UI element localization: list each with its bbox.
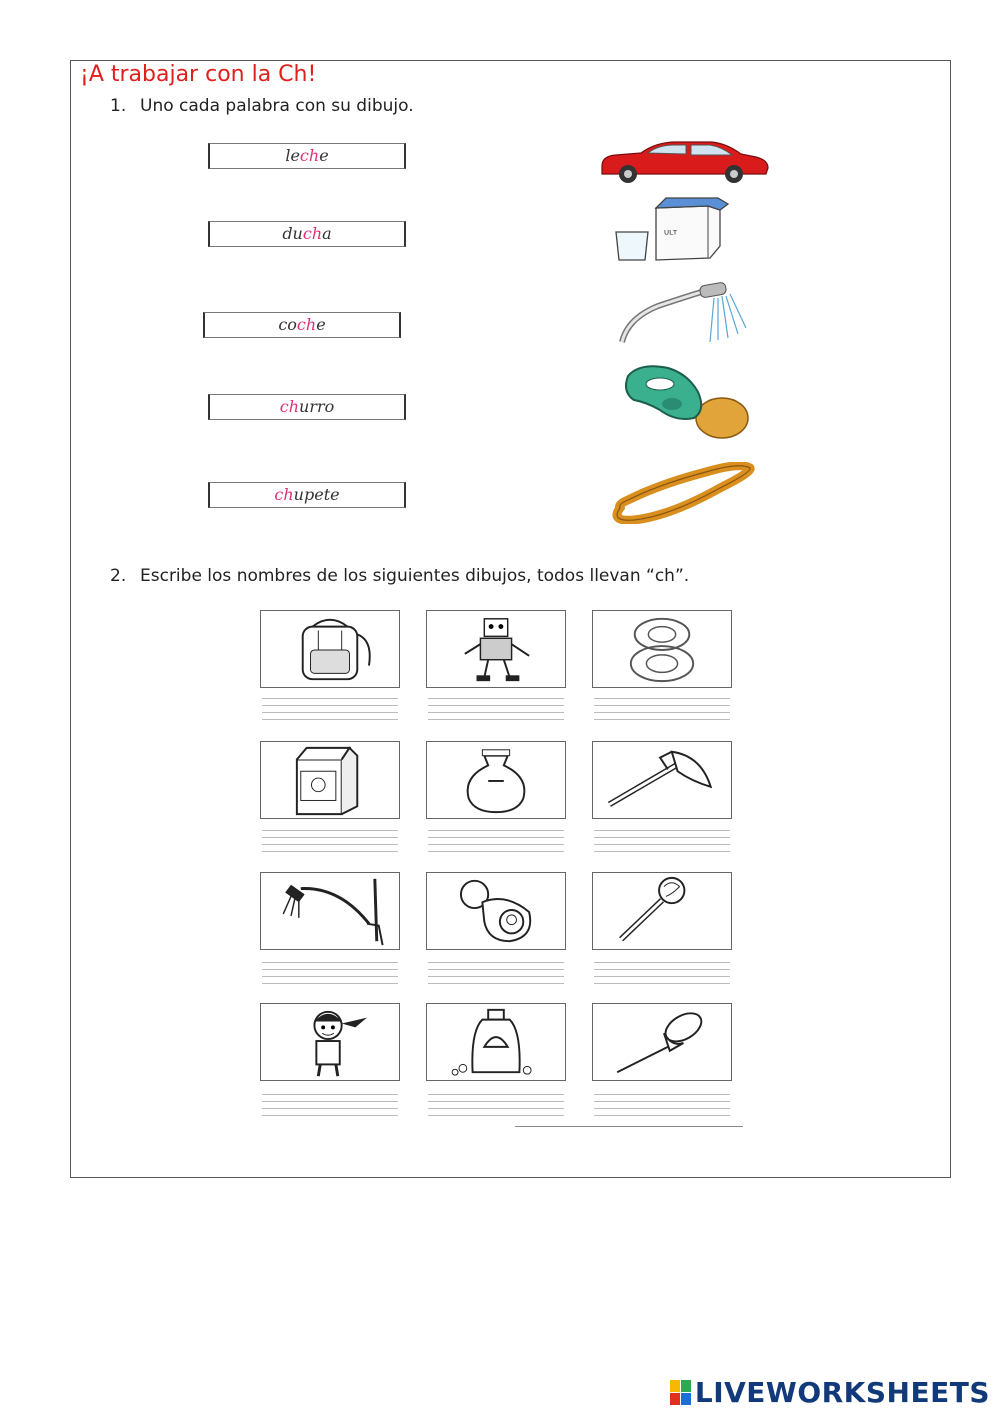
writing-lines[interactable] (428, 698, 564, 728)
instruction-2-number: 2. (110, 566, 127, 586)
picture-cell-axe (592, 741, 732, 819)
pacifier-icon (427, 873, 565, 949)
picture-cell-piggy-bank (426, 741, 566, 819)
picture-cell-shampoo (426, 1003, 566, 1081)
pacifier-icon[interactable] (620, 362, 755, 440)
page-title: ¡A trabajar con la Ch! (80, 62, 317, 87)
picture-cell-backpack (260, 610, 400, 688)
svg-text:ᵁᴸᵀ: ᵁᴸᵀ (664, 228, 678, 241)
shampoo-icon (427, 1004, 565, 1080)
writing-lines[interactable] (428, 1094, 564, 1124)
word-ch: ch (279, 397, 300, 416)
lollipop-icon (593, 873, 731, 949)
word-part: e (316, 315, 326, 334)
writing-lines[interactable] (594, 830, 730, 860)
piggy-bank-icon (427, 742, 565, 818)
signature-line (515, 1126, 743, 1127)
milk-carton-icon[interactable] (610, 196, 735, 264)
instruction-1-text: Uno cada palabra con su dibujo. (140, 96, 414, 116)
brand-logo (670, 1376, 990, 1409)
robot-icon (427, 611, 565, 687)
picture-cell-boy (260, 1003, 400, 1081)
word-part: le (285, 146, 300, 165)
writing-lines[interactable] (594, 1094, 730, 1124)
word-part: co (278, 315, 297, 334)
picture-cell-robot (426, 610, 566, 688)
writing-lines[interactable] (262, 1094, 398, 1124)
writing-lines[interactable] (262, 962, 398, 992)
boy-icon (261, 1004, 399, 1080)
word-part: a (322, 224, 332, 243)
milk-carton-icon (261, 742, 399, 818)
writing-lines[interactable] (594, 698, 730, 728)
word-part: e (319, 146, 329, 165)
writing-lines[interactable] (428, 962, 564, 992)
writing-lines[interactable] (262, 830, 398, 860)
picture-cell-thumbtack (592, 1003, 732, 1081)
backpack-icon (261, 611, 399, 687)
word-ch: ch (274, 485, 294, 504)
picture-cell-lollipop (592, 872, 732, 950)
word-part: urro (299, 397, 335, 416)
word-part: du (282, 224, 303, 243)
instruction-2-text: Escribe los nombres de los siguientes dibujos, todos llevan “ch”. (140, 566, 690, 586)
instruction-1 (110, 96, 414, 116)
eight-icon (593, 611, 731, 687)
word-box-leche[interactable] (208, 143, 406, 169)
picture-cell-milk (260, 741, 400, 819)
axe-icon (593, 742, 731, 818)
word-box-churro[interactable] (208, 394, 406, 420)
writing-lines[interactable] (262, 698, 398, 728)
brand-name: LIVEWORKSHEETS (694, 1376, 990, 1409)
word-ch: ch (299, 146, 320, 165)
picture-cell-eight (592, 610, 732, 688)
car-icon[interactable] (596, 138, 771, 184)
thumbtack-icon (593, 1004, 731, 1080)
instruction-2 (110, 566, 689, 586)
word-box-coche[interactable] (203, 312, 401, 338)
brand-logo-icon (670, 1380, 691, 1405)
word-ch: ch (296, 315, 317, 334)
instruction-1-number: 1. (110, 96, 127, 116)
word-ch: ch (302, 224, 323, 243)
picture-cell-shower (260, 872, 400, 950)
word-box-ducha[interactable] (208, 221, 406, 247)
shower-icon[interactable] (618, 278, 753, 346)
churro-icon[interactable] (610, 462, 758, 524)
shower-icon (261, 873, 399, 949)
picture-cell-pacifier (426, 872, 566, 950)
word-part: upete (293, 485, 340, 504)
writing-lines[interactable] (594, 962, 730, 992)
writing-lines[interactable] (428, 830, 564, 860)
word-box-chupete[interactable] (208, 482, 406, 508)
